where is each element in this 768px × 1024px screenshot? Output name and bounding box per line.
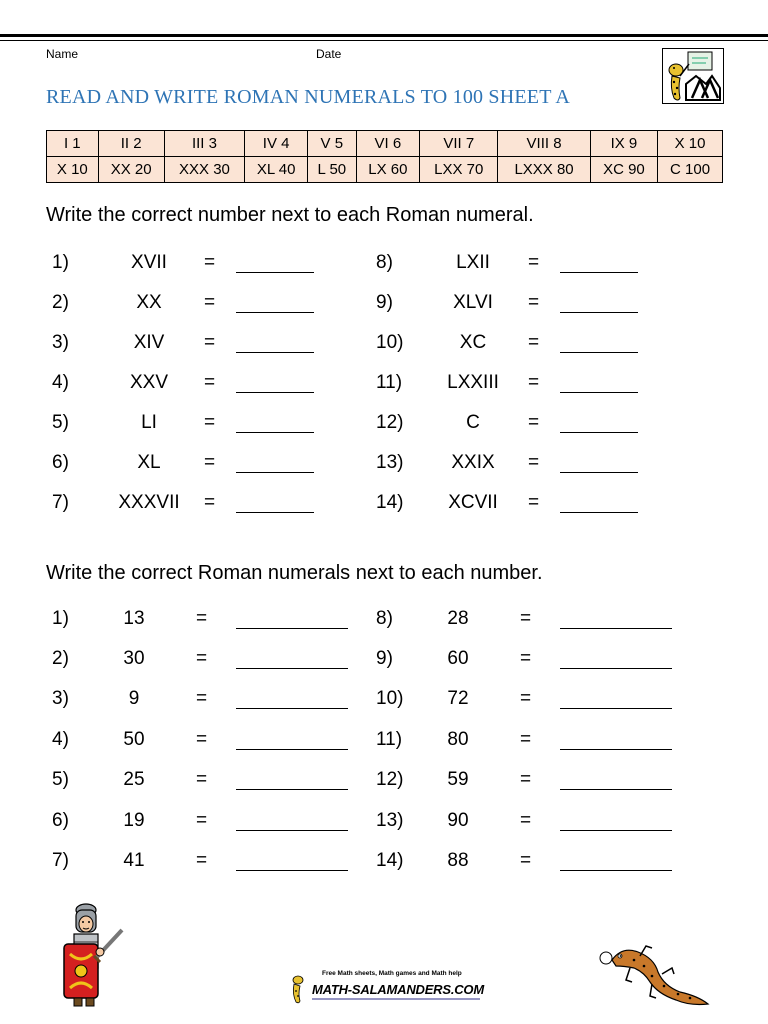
answer-blank[interactable]	[560, 312, 638, 313]
answer-blank[interactable]	[236, 789, 348, 790]
date-label: Date	[316, 47, 342, 61]
equals-sign: =	[520, 648, 532, 669]
question-number: 13)	[376, 452, 404, 473]
equals-sign: =	[196, 608, 208, 629]
answer-blank[interactable]	[236, 272, 314, 273]
question-number: 9)	[376, 292, 393, 313]
arabic-number: 80	[447, 729, 469, 750]
ref-cell: C 100	[658, 157, 723, 183]
answer-blank[interactable]	[560, 272, 638, 273]
roman-numeral: XLVI	[453, 292, 493, 313]
question-number: 14)	[376, 492, 404, 513]
answer-blank[interactable]	[236, 512, 314, 513]
answer-blank[interactable]	[236, 472, 314, 473]
answer-blank[interactable]	[560, 628, 672, 629]
equals-sign: =	[204, 452, 216, 473]
roman-numeral: XXV	[129, 372, 169, 393]
question-number: 10)	[376, 332, 404, 353]
reference-table	[46, 130, 723, 183]
equals-sign: =	[204, 292, 216, 313]
arabic-number: 60	[447, 648, 469, 669]
answer-blank[interactable]	[560, 870, 672, 871]
roman-soldier-icon	[50, 900, 128, 1008]
answer-blank[interactable]	[236, 708, 348, 709]
ref-cell: IV 4	[245, 131, 308, 157]
question-number: 7)	[52, 492, 69, 513]
question-number: 1)	[52, 252, 69, 273]
ref-cell: L 50	[308, 157, 356, 183]
equals-sign: =	[196, 810, 208, 831]
equals-sign: =	[528, 332, 540, 353]
answer-blank[interactable]	[236, 628, 348, 629]
equals-sign: =	[196, 729, 208, 750]
roman-numeral: LXXIII	[447, 372, 499, 393]
ref-cell: X 10	[47, 157, 99, 183]
answer-blank[interactable]	[560, 432, 638, 433]
reference-row-tens	[47, 157, 723, 183]
question-number: 2)	[52, 292, 69, 313]
ref-cell: VII 7	[420, 131, 498, 157]
answer-blank[interactable]	[560, 472, 638, 473]
ref-cell: V 5	[308, 131, 356, 157]
roman-numeral: XX	[136, 292, 162, 313]
answer-blank[interactable]	[560, 830, 672, 831]
ref-cell: XC 90	[590, 157, 657, 183]
answer-blank[interactable]	[560, 352, 638, 353]
salamander-icon	[594, 938, 712, 1010]
answer-blank[interactable]	[236, 392, 314, 393]
ref-cell: X 10	[658, 131, 723, 157]
answer-blank[interactable]	[560, 392, 638, 393]
arabic-number: 72	[447, 688, 469, 709]
ref-cell: LXXX 80	[498, 157, 591, 183]
question-number: 8)	[376, 608, 393, 629]
equals-sign: =	[528, 292, 540, 313]
arabic-number: 90	[447, 810, 469, 831]
salamander-teacher-logo-icon	[662, 48, 724, 104]
question-number: 9)	[376, 648, 393, 669]
question-number: 5)	[52, 412, 69, 433]
roman-numeral: LXII	[456, 252, 490, 273]
answer-blank[interactable]	[236, 432, 314, 433]
answer-blank[interactable]	[560, 749, 672, 750]
question-number: 11)	[376, 372, 403, 393]
arabic-number: 13	[123, 608, 145, 629]
equals-sign: =	[204, 412, 216, 433]
roman-numeral: XL	[137, 452, 161, 473]
ref-cell: LX 60	[356, 157, 420, 183]
question-number: 3)	[52, 332, 69, 353]
equals-sign: =	[520, 850, 532, 871]
page-title: READ AND WRITE ROMAN NUMERALS TO 100 SHEET A	[46, 86, 571, 108]
ref-cell: IX 9	[590, 131, 657, 157]
equals-sign: =	[528, 372, 540, 393]
equals-sign: =	[528, 412, 540, 433]
reference-row-ones	[47, 131, 723, 157]
equals-sign: =	[528, 452, 540, 473]
equals-sign: =	[196, 850, 208, 871]
answer-blank[interactable]	[560, 789, 672, 790]
answer-blank[interactable]	[560, 512, 638, 513]
arabic-number: 9	[128, 688, 140, 709]
arabic-number: 28	[447, 608, 469, 629]
equals-sign: =	[520, 608, 532, 629]
answer-blank[interactable]	[236, 749, 348, 750]
answer-blank[interactable]	[236, 830, 348, 831]
arabic-number: 25	[123, 769, 145, 790]
equals-sign: =	[520, 729, 532, 750]
roman-numeral: C	[466, 412, 480, 433]
equals-sign: =	[520, 688, 532, 709]
arabic-number: 30	[123, 648, 145, 669]
roman-numeral: XVII	[131, 252, 167, 273]
answer-blank[interactable]	[560, 708, 672, 709]
equals-sign: =	[196, 769, 208, 790]
section2-instruction: Write the correct Roman numerals next to each number.	[46, 562, 543, 584]
question-number: 3)	[52, 688, 69, 709]
arabic-number: 50	[123, 729, 145, 750]
footer-tagline: Free Math sheets, Math games and Math help	[322, 970, 462, 977]
ref-cell: VI 6	[356, 131, 420, 157]
question-number: 1)	[52, 608, 69, 629]
ref-cell: XL 40	[245, 157, 308, 183]
header-rule-thin	[0, 40, 768, 41]
question-number: 8)	[376, 252, 393, 273]
name-label: Name	[46, 47, 79, 61]
question-number: 13)	[376, 810, 404, 831]
ref-cell: III 3	[164, 131, 244, 157]
arabic-number: 59	[447, 769, 469, 790]
equals-sign: =	[196, 648, 208, 669]
answer-blank[interactable]	[236, 352, 314, 353]
equals-sign: =	[204, 252, 216, 273]
question-number: 10)	[376, 688, 404, 709]
question-number: 14)	[376, 850, 404, 871]
footer-site: MATH-SALAMANDERS.COM	[312, 982, 484, 997]
question-number: 5)	[52, 769, 69, 790]
section1-instruction: Write the correct number next to each Roman numeral.	[46, 204, 534, 226]
equals-sign: =	[528, 252, 540, 273]
question-number: 6)	[52, 452, 69, 473]
arabic-number: 88	[447, 850, 469, 871]
ref-cell: I 1	[47, 131, 99, 157]
roman-numeral: XC	[459, 332, 487, 353]
question-number: 11)	[376, 729, 403, 750]
ref-cell: XX 20	[98, 157, 164, 183]
question-number: 12)	[376, 412, 404, 433]
answer-blank[interactable]	[236, 312, 314, 313]
equals-sign: =	[204, 372, 216, 393]
arabic-number: 19	[123, 810, 145, 831]
roman-numeral: XIV	[133, 332, 165, 353]
equals-sign: =	[520, 810, 532, 831]
ref-cell: II 2	[98, 131, 164, 157]
answer-blank[interactable]	[236, 870, 348, 871]
ref-cell: XXX 30	[164, 157, 244, 183]
header-rule-thick	[0, 34, 768, 37]
question-number: 4)	[52, 372, 69, 393]
roman-numeral: XXIX	[451, 452, 495, 473]
equals-sign: =	[520, 769, 532, 790]
roman-numeral: XCVII	[448, 492, 498, 513]
answer-blank[interactable]	[236, 668, 348, 669]
question-number: 6)	[52, 810, 69, 831]
ref-cell: VIII 8	[498, 131, 591, 157]
question-number: 4)	[52, 729, 69, 750]
equals-sign: =	[204, 492, 216, 513]
arabic-number: 41	[123, 850, 145, 871]
question-number: 12)	[376, 769, 404, 790]
ref-cell: LXX 70	[420, 157, 498, 183]
answer-blank[interactable]	[560, 668, 672, 669]
roman-numeral: XXXVII	[118, 492, 180, 513]
equals-sign: =	[528, 492, 540, 513]
equals-sign: =	[196, 688, 208, 709]
roman-numeral: LI	[141, 412, 157, 433]
equals-sign: =	[204, 332, 216, 353]
question-number: 7)	[52, 850, 69, 871]
question-number: 2)	[52, 648, 69, 669]
